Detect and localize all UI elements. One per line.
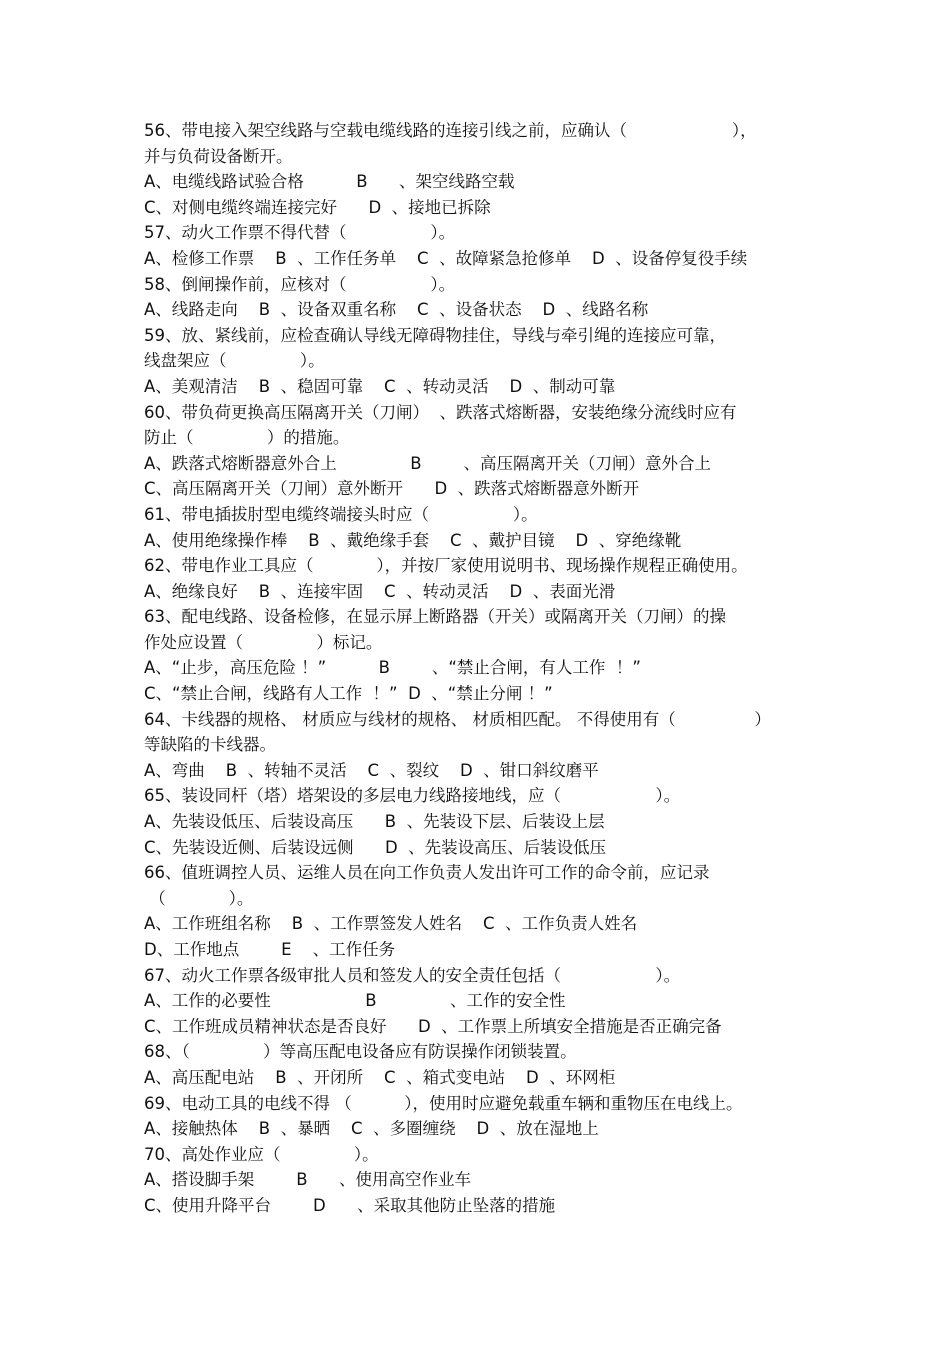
question-63-stem-line-2: 作处应设置（ ）标记。 — [144, 632, 383, 652]
question-68-options: A、高压配电站 B 、开闭所 C 、箱式变电站 D 、环网柜 — [144, 1067, 616, 1087]
question-59-stem-line-2: 线盘架应（ ）。 — [144, 351, 325, 371]
question-65-options-ab: A、先装设低压、后装设高压 B 、先装设下层、后装设上层 — [144, 812, 605, 832]
question-61-stem: 61、带电插拔肘型电缆终端接头时应（ ）。 — [144, 504, 538, 524]
question-67-stem: 67、动火工作票各级审批人员和签发人的安全责任包括（ ）。 — [144, 965, 681, 985]
question-70-options-cd: C、使用升降平台 D 、采取其他防止坠落的措施 — [144, 1195, 556, 1215]
question-56-options-cd: C、对侧电缆终端连接完好 D 、接地已拆除 — [144, 197, 491, 217]
question-62-stem: 62、带电作业工具应（ ），并按厂家使用说明书、现场操作规程正确使用。 — [144, 556, 748, 576]
question-70-options-ab: A、搭设脚手架 B 、使用高空作业车 — [144, 1170, 472, 1190]
question-67-options-cd: C、工作班成员精神状态是否良好 D 、工作票上所填安全措施是否正确完备 — [144, 1016, 722, 1036]
question-64-options: A、弯曲 B 、转轴不灵活 C 、裂纹 D 、钳口斜纹磨平 — [144, 760, 599, 780]
question-63-stem-line-1: 63、配电线路、设备检修，在显示屏上断路器（开关）或隔离开关（刀闸）的操 — [144, 607, 726, 627]
question-60-options-ab: A、跌落式熔断器意外合上 B 、高压隔离开关（刀闸）意外合上 — [144, 453, 711, 473]
question-63-options-ab: A、“止步，高压危险 ！” B 、“禁止合闸，有人工作 ！” — [144, 658, 641, 678]
question-64-stem-line-2: 等缺陷的卡线器。 — [144, 735, 276, 755]
question-57-stem: 57、动火工作票不得代替（ ）。 — [144, 223, 456, 243]
question-56-stem-line-1: 56、带电接入架空线路与空载电缆线路的连接引线之前，应确认（ ）， — [144, 121, 757, 140]
question-68-stem: 68、（ ）等高压配电设备应有防误操作闭锁装置。 — [144, 1042, 577, 1062]
question-66-options-de: D、工作地点 E 、工作任务 — [144, 940, 396, 959]
question-66-options-abc: A、工作班组名称 B 、工作票签发人姓名 C 、工作负责人姓名 — [144, 914, 638, 934]
question-67-options-ab: A、工作的必要性 B 、工作的安全性 — [144, 991, 566, 1011]
question-69-options: A、接触热体 B 、暴晒 C 、多圈缠绕 D 、放在湿地上 — [144, 1119, 599, 1139]
question-56-options-ab: A、电缆线路试验合格 B 、架空线路空载 — [144, 172, 515, 192]
question-list — [144, 118, 824, 1219]
question-57-options: A、检修工作票 B 、工作任务单 C 、故障紧急抢修单 D 、设备停复役手续 — [144, 248, 748, 268]
question-60-options-cd: C、高压隔离开关（刀闸）意外断开 D 、跌落式熔断器意外断开 — [144, 479, 640, 499]
question-65-stem: 65、装设同杆（塔）塔架设的多层电力线路接地线，应（ ）。 — [144, 786, 681, 806]
question-58-options: A、线路走向 B 、设备双重名称 C 、设备状态 D 、线路名称 — [144, 300, 649, 320]
question-59-stem-line-1: 59、放、紧线前，应检查确认导线无障碍物挂住，导线与牵引绳的连接应可靠， — [144, 325, 726, 345]
question-65-options-cd: C、先装设近侧、后装设远侧 D 、先装设高压、后装设低压 — [144, 837, 607, 857]
question-64-stem-line-1: 64、卡线器的规格、 材质应与线材的规格、 材质相匹配。 不得使用有（ ） — [144, 709, 771, 729]
question-59-options: A、美观清洁 B 、稳固可靠 C 、转动灵活 D 、制动可靠 — [144, 376, 616, 396]
question-62-options: A、绝缘良好 B 、连接牢固 C 、转动灵活 D 、表面光滑 — [144, 581, 616, 601]
question-61-options: A、使用绝缘操作棒 B 、戴绝缘手套 C 、戴护目镜 D 、穿绝缘靴 — [144, 530, 682, 550]
question-66-stem-line-2: （ ）。 — [144, 888, 254, 908]
question-69-stem: 69、电动工具的电线不得 （ ），使用时应避免载重车辆和重物压在电线上。 — [144, 1093, 743, 1113]
question-60-stem-line-1: 60、带负荷更换高压隔离开关（刀闸） 、跌落式熔断器，安装绝缘分流线时应有 — [144, 402, 737, 422]
question-58-stem: 58、倒闸操作前，应核对（ ）。 — [144, 274, 456, 294]
question-63-options-cd: C、“禁止合闸，线路有人工作 ！” D 、“禁止分闸 ！” — [144, 684, 553, 704]
question-56-stem-line-2: 并与负荷设备断开。 — [144, 146, 293, 166]
question-66-stem-line-1: 66、值班调控人员、运维人员在向工作负责人发出许可工作的命令前，应记录 — [144, 863, 710, 883]
question-70-stem: 70、高处作业应（ ）。 — [144, 1144, 379, 1164]
question-60-stem-line-2: 防止（ ）的措施。 — [144, 428, 350, 448]
